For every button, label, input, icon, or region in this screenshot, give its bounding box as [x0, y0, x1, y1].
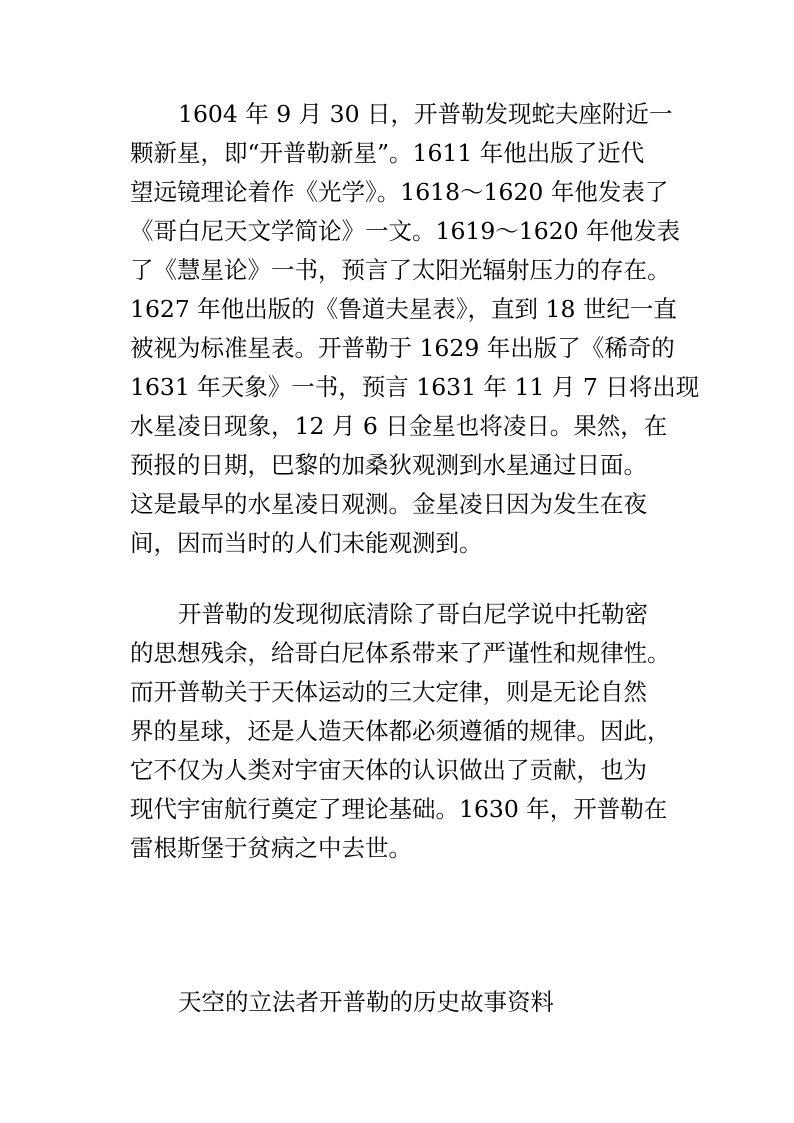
- paragraph-line: 望远镜理论着作《光学》。1618～1620 年他发表了: [130, 178, 669, 206]
- paragraph-line: 而开普勒关于天体运动的三大定律，则是无论自然: [130, 678, 647, 706]
- paragraph-line: 水星凌日现象，12 月 6 日金星也将凌日。果然，在: [130, 412, 668, 440]
- paragraph-line: 1627 年他出版的《鲁道夫星表》，直到 18 世纪一直: [130, 295, 677, 323]
- document-heading: 天空的立法者开普勒的历史故事资料: [178, 988, 554, 1016]
- paragraph-line: 1631 年天象》一书，预言 1631 年 11 月 7 日将出现: [130, 373, 700, 401]
- paragraph-line: 间，因而当时的人们未能观测到。: [130, 529, 483, 557]
- paragraph-line: 界的星球，还是人造天体都必须遵循的规律。因此，: [130, 717, 671, 745]
- paragraph-line: 雷根斯堡于贫病之中去世。: [130, 834, 412, 862]
- paragraph-line: 预报的日期，巴黎的加桑狄观测到水星通过日面。: [130, 451, 647, 479]
- paragraph-line: 《哥白尼天文学简论》一文。1619～1620 年他发表: [130, 217, 681, 245]
- paragraph-line: 颗新星，即“开普勒新星”。1611 年他出版了近代: [130, 139, 645, 167]
- paragraph-line: 的思想残余，给哥白尼体系带来了严谨性和规律性。: [130, 639, 671, 667]
- paragraph-line: 它不仅为人类对宇宙天体的认识做出了贡献，也为: [130, 756, 647, 784]
- paragraph-line: 现代宇宙航行奠定了理论基础。1630 年，开普勒在: [130, 795, 668, 823]
- paragraph-line: 1604 年 9 月 30 日，开普勒发现蛇夫座附近一: [178, 100, 673, 128]
- paragraph-line: 被视为标准星表。开普勒于 1629 年出版了《稀奇的: [130, 334, 675, 362]
- paragraph-line: 开普勒的发现彻底清除了哥白尼学说中托勒密: [178, 600, 648, 628]
- paragraph-line: 了《慧星论》一书，预言了太阳光辐射压力的存在。: [130, 256, 671, 284]
- paragraph-line: 这是最早的水星凌日观测。金星凌日因为发生在夜: [130, 490, 647, 518]
